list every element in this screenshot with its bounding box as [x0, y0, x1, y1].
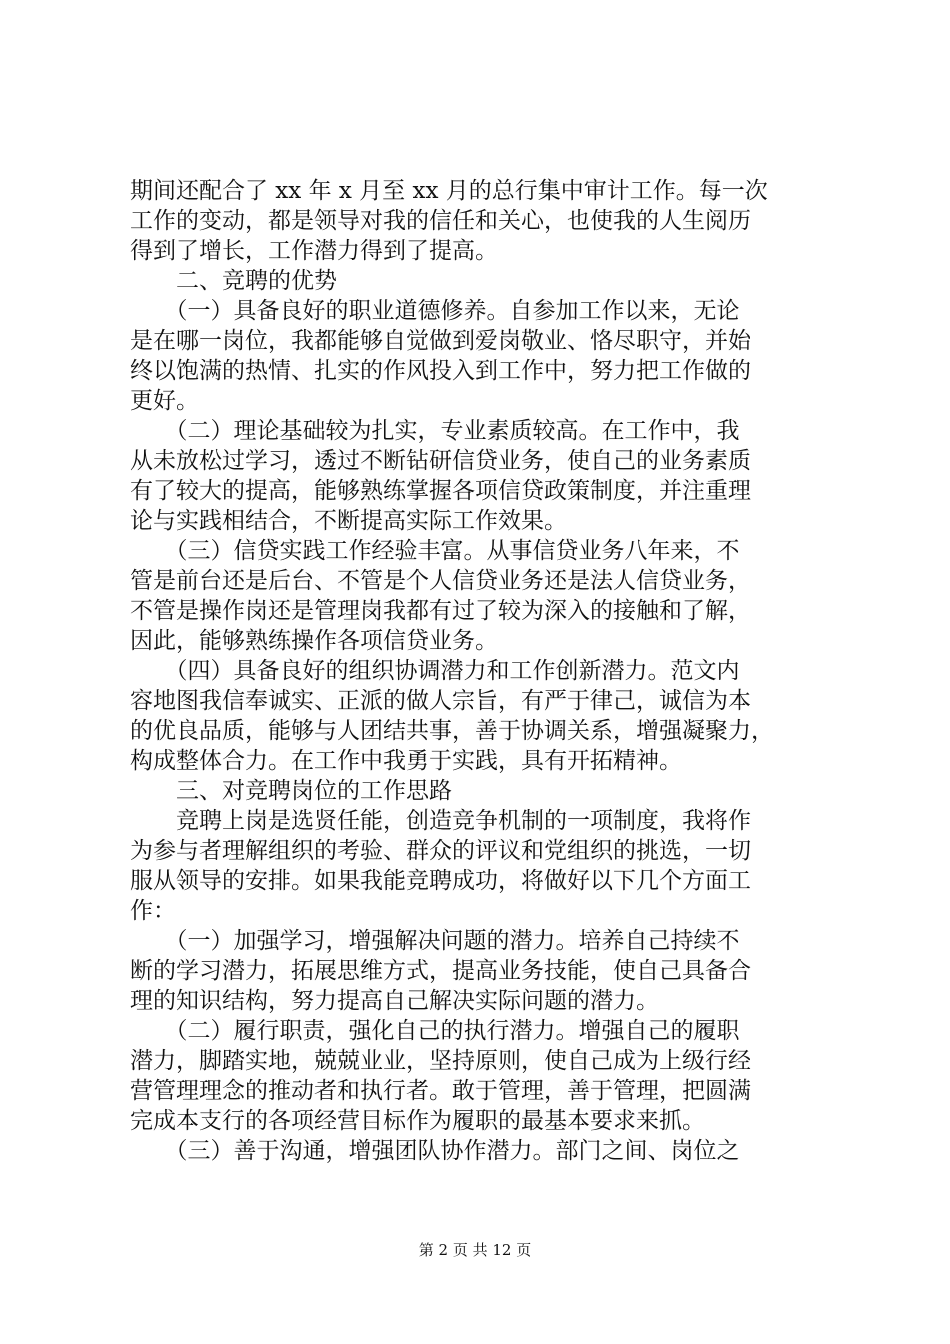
section-heading: 三、对竞聘岗位的工作思路	[130, 778, 452, 804]
text-line: 从未放松过学习，透过不断钻研信贷业务，使自己的业务素质	[130, 448, 751, 474]
text-line: 容地图我信奉诚实、正派的做人宗旨，有严于律己，诚信为本	[130, 688, 751, 714]
text-line: 管是前台还是后台、不管是个人信贷业务还是法人信贷业务，	[130, 568, 751, 594]
text-line: 潜力，脚踏实地，兢兢业业，坚持原则，使自己成为上级行经	[130, 1048, 751, 1074]
text-line: （三）善于沟通，增强团队协作潜力。部门之间、岗位之	[130, 1138, 740, 1164]
text-line: 终以饱满的热情、扎实的作风投入到工作中，努力把工作做的	[130, 358, 751, 384]
page-number-footer: 第 2 页 共 12 页	[418, 1241, 532, 1259]
document-body	[130, 176, 830, 1166]
text-line: 工作的变动，都是领导对我的信任和关心，也使我的人生阅历	[130, 208, 751, 234]
text-line: 构成整体合力。在工作中我勇于实践，具有开拓精神。	[130, 748, 682, 774]
text-line: 更好。	[130, 388, 199, 414]
text-line: 竞聘上岗是选贤任能，创造竞争机制的一项制度，我将作	[130, 808, 751, 834]
text-line: （二）理论基础较为扎实，专业素质较高。在工作中，我	[130, 418, 740, 444]
text-line: （一）具备良好的职业道德修养。自参加工作以来，无论	[130, 298, 740, 324]
text-line: 得到了增长，工作潜力得到了提高。	[130, 238, 498, 264]
text-line: 期间还配合了 xx 年 x 月至 xx 月的总行集中审计工作。每一次	[130, 178, 768, 204]
text-line: （一）加强学习，增强解决问题的潜力。培养自己持续不	[130, 928, 740, 954]
text-line: 因此，能够熟练操作各项信贷业务。	[130, 628, 498, 654]
text-line: 作：	[130, 898, 176, 924]
text-line: 的优良品质，能够与人团结共事，善于协调关系，增强凝聚力，	[130, 718, 774, 744]
text-line: 营管理理念的推动者和执行者。敢于管理，善于管理，把圆满	[130, 1078, 751, 1104]
text-line: 理的知识结构，努力提高自己解决实际问题的潜力。	[130, 988, 659, 1014]
text-line: （二）履行职责，强化自己的执行潜力。增强自己的履职	[130, 1018, 740, 1044]
text-line: 完成本支行的各项经营目标作为履职的最基本要求来抓。	[130, 1108, 705, 1134]
text-line: （三）信贷实践工作经验丰富。从事信贷业务八年来，不	[130, 538, 740, 564]
text-line: 是在哪一岗位，我都能够自觉做到爱岗敬业、恪尽职守，并始	[130, 328, 751, 354]
text-line: 有了较大的提高，能够熟练掌握各项信贷政策制度，并注重理	[130, 478, 751, 504]
section-heading: 二、竞聘的优势	[130, 268, 337, 294]
text-line: 不管是操作岗还是管理岗我都有过了较为深入的接触和了解，	[130, 598, 751, 624]
text-line: （四）具备良好的组织协调潜力和工作创新潜力。范文内	[130, 658, 740, 684]
text-line: 为参与者理解组织的考验、群众的评议和党组织的挑选，一切	[130, 838, 751, 864]
text-line: 断的学习潜力，拓展思维方式，提高业务技能，使自己具备合	[130, 958, 751, 984]
text-line: 服从领导的安排。如果我能竞聘成功，将做好以下几个方面工	[130, 868, 751, 894]
text-line: 论与实践相结合，不断提高实际工作效果。	[130, 508, 567, 534]
